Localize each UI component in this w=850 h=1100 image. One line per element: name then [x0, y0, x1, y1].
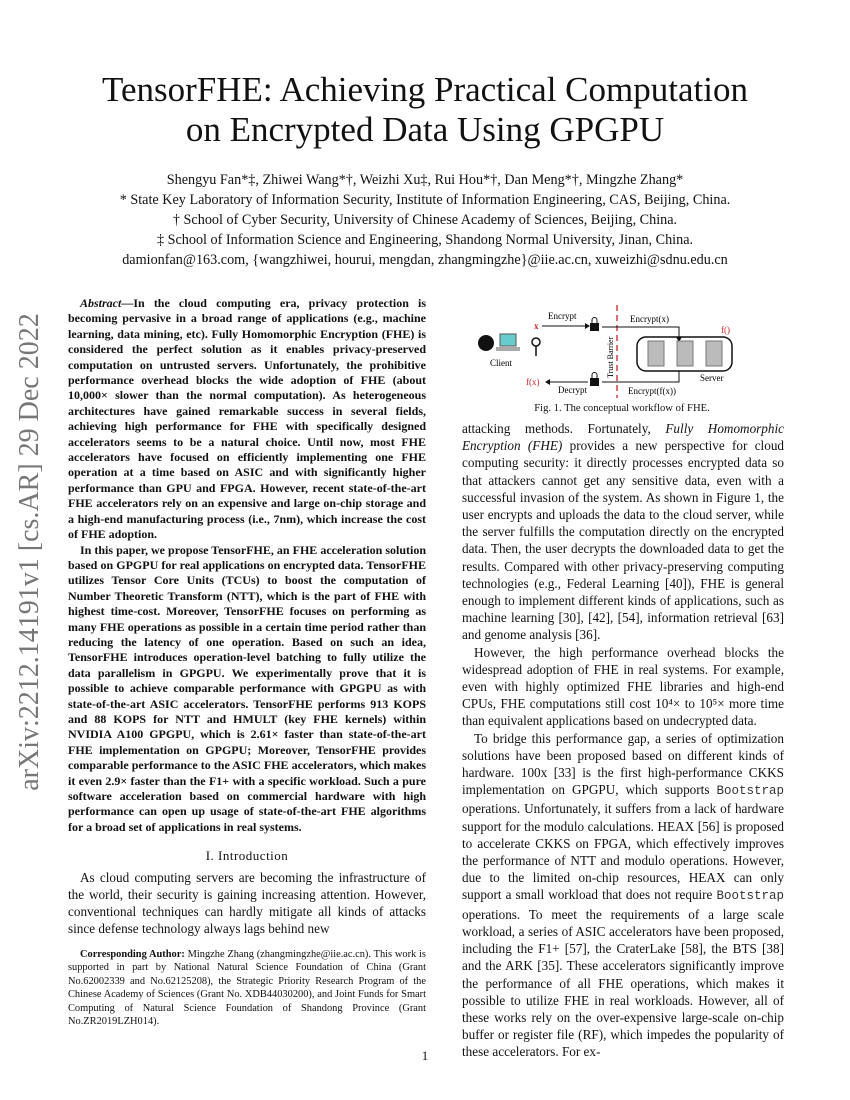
code-bootstrap: Bootstrap — [716, 784, 784, 799]
code-bootstrap: Bootstrap — [716, 889, 784, 904]
footnote-text: Mingzhe Zhang (zhangmingzhe@iie.ac.cn). This work is supported in part by National Natural Science Foundation of China (Grant No.62002339 and No.62125208), the Strategic Priority Research Program of the Chinese Academy of Sciences (Grant No. XDB44030200), and Joint Funds for Smart Computing of Natural Science Foundation of Shandong Province (Grant No.ZR2019LZH014). — [68, 948, 426, 1028]
author-names: Shengyu Fan*‡, Zhiwei Wang*†, Weizhi Xu‡, Rui Hou*†, Dan Meng*†, Mingzhe Zhang* — [166, 172, 684, 188]
intro-p1-continued — [462, 420, 784, 644]
intro-text: To bridge this performance gap, a series of optimization solutions have been proposed based on different kinds of hardware. 100x [33] is the first high-performance CKKS implementation on GPGPU, which supports — [462, 730, 784, 798]
left-column — [68, 296, 426, 1028]
lock-icon — [590, 318, 599, 332]
author-block — [0, 170, 850, 270]
affiliation-3: ‡ School of Information Science and Engineering, Shandong Normal University, Jinan, China. — [156, 232, 694, 248]
server-label: Server — [700, 373, 724, 383]
function-label: f() — [721, 325, 730, 335]
footnote — [68, 938, 426, 1029]
decrypt-label: Decrypt — [558, 385, 587, 395]
arxiv-stamp — [10, 292, 50, 812]
intro-text: operations. Unfortunately, it suffers from a lack of hardware support for the modulo calculations. HEAX [56] is proposed to accelerate CKKS on FPGA, which effectively improves the performance of NTT and modulo operations. However, due to the limited on-chip resources, HEAX can only support a small workload that does not require — [462, 801, 784, 903]
arxiv-id: arXiv:2212.14191v1 [cs.AR] 29 Dec 2022 — [14, 313, 45, 791]
abstract-p2: In this paper, we propose TensorFHE, an FHE acceleration solution based on GPGPU for real applications on encrypted data. TensorFHE utilizes Tensor Core Units (TCUs) to boost the computation of Number Theoretic Transform (NTT), which is the part of FHE with highest time-cost. Moreover, TensorFHE focuses on performing as many FHE operations as possible in a certain time period rather than reducing the latency of one operation. Based on such an idea, TensorFHE introduces operation-level batching to fully utilize the data parallelism in GPGPU. We experimentally prove that it is possible to achieve comparable performance with GPGPU as with state-of-the-art ASIC accelerators. TensorFHE performs 913 KOPS and 88 KOPS for NTT and HMULT (key FHE kernels) within NVIDIA A100 GPGPU, which is 2.61× faster than state-of-the-art FHE implementation on GPGPU; Moreover, TensorFHE provides comparable performance to the ASIC FHE accelerators, which makes it even 2.9× faster than the F1+ with a specific workload. Such a pure software acceleration based on commercial hardware with high performance can open up usage of state-of-the-art FHE algorithms for a broad set of applications in real systems. — [68, 542, 426, 834]
affiliation-1: * State Key Laboratory of Information Security, Institute of Information Engineering, CAS, Beijing, China. — [119, 192, 731, 208]
x-label: x — [534, 321, 539, 331]
server-icons — [648, 341, 722, 366]
abstract-label: Abstract — [80, 296, 122, 310]
abstract — [68, 296, 426, 835]
encrypt-x-label: Encrypt(x) — [630, 314, 669, 324]
author-emails: damionfan@163.com, {wangzhiwei, hourui, mengdan, zhangmingzhe}@iie.ac.cn, xuweizhi@sdnu.edu.cn — [122, 252, 728, 268]
right-column — [462, 420, 784, 1061]
abstract-text: —In the cloud computing era, privacy protection is becoming pervasive in a broad range of applications (e.g., machine learning, data mining, etc). Fully Homomorphic Encryption (FHE) is considered the perfect solution as it enables privacy-preserved computation on untrusted servers. Unfortunately, the prohibitive performance overhead blocks the wide adoption of FHE (about 10,000× slower than the normal computation). As heterogeneous architectures have gained remarkable success in several fields, achieving high performance for FHE with specifically designed accelerators seems to be a natural choice. Until now, most FHE accelerators have focused on efficiently implementing one FHE operation at a time based on ASIC and with significantly higher performance than GPU and FPGA. However, recent state-of-the-art FHE accelerators rely on an expensive and large on-chip storage and a high-end manufacturing process (i.e., 7nm), which increase the cost of FHE adoption. — [68, 296, 426, 542]
encrypt-fx-label: Encrypt(f(x)) — [628, 386, 676, 396]
trust-barrier-label: Trust Barrier — [606, 336, 615, 378]
key-icon — [532, 338, 540, 356]
client-icon — [478, 334, 520, 351]
figure-caption: Fig. 1. The conceptual workflow of FHE. — [534, 403, 710, 414]
page-number: 1 — [421, 1048, 429, 1063]
intro-p3 — [462, 730, 784, 1061]
abstract-p1 — [68, 296, 426, 543]
intro-emphasis: Fully Homomorphic Encryption (FHE) — [462, 421, 784, 454]
footnote-label: Corresponding Author: — [80, 948, 185, 960]
title-line-1: TensorFHE: Achieving Practical Computation — [102, 70, 748, 109]
client-label: Client — [490, 358, 512, 368]
intro-text: operations. To meet the requirements of a large scale workload, a series of ASIC accelerators have been proposed, including the F1+ [57], the CraterLake [58], the BTS [38] and the ARK [35]. These accelerators significantly improve the performance of all FHE operations, which makes it possible to utilize FHE in real workloads. However, all of these works rely on the over-expensive large-scale on-chip buffer or register file (RF), which impedes the popularity of these accelerators. For ex- — [462, 906, 784, 1060]
encrypt-label: Encrypt — [548, 311, 577, 321]
lock-icon-decrypt — [590, 373, 599, 387]
title-line-2: on Encrypted Data Using GPGPU — [185, 110, 665, 149]
intro-text: provides a new perspective for cloud computing security: it directly processes encrypted data so that attackers cannot get any sensitive data, even with a successful invasion of the system. As shown in Figure 1, the user encrypts and uploads the data to the cloud server, while the server fulfills the computation directly on the encrypted data. Then, the user decrypts the downloaded data to get the results. Compared with other privacy-preserving computing technologies (e.g., Federal Learning [40]), FHE is general enough to implement different kinds of applications, such as machine learning [30], [42], [54], information retrieval [63] and genome analysis [36]. — [462, 438, 785, 643]
intro-text: attacking methods. Fortunately, — [462, 421, 666, 436]
fhe-workflow-figure — [462, 300, 782, 400]
affiliation-2: † School of Cyber Security, University of Chinese Academy of Sciences, Beijing, China. — [172, 212, 678, 228]
paper-title — [0, 70, 850, 150]
fx-label: f(x) — [526, 377, 540, 387]
intro-p2: However, the high performance overhead blocks the widespread adoption of FHE in real systems. For example, even with highly optimized FHE libraries and high-end CPUs, FHE computations still cost 10⁴× to 10⁵× more time than equivalent applications based on undecrypted data. — [462, 644, 784, 729]
section-heading-introduction: I. Introduction — [205, 848, 289, 864]
intro-p1: As cloud computing servers are becoming the infrastructure of the world, their security is gaining increasing attention. However, conventional techniques can hardly mitigate all kinds of attacks since defense technology always lags behind new — [68, 869, 426, 937]
